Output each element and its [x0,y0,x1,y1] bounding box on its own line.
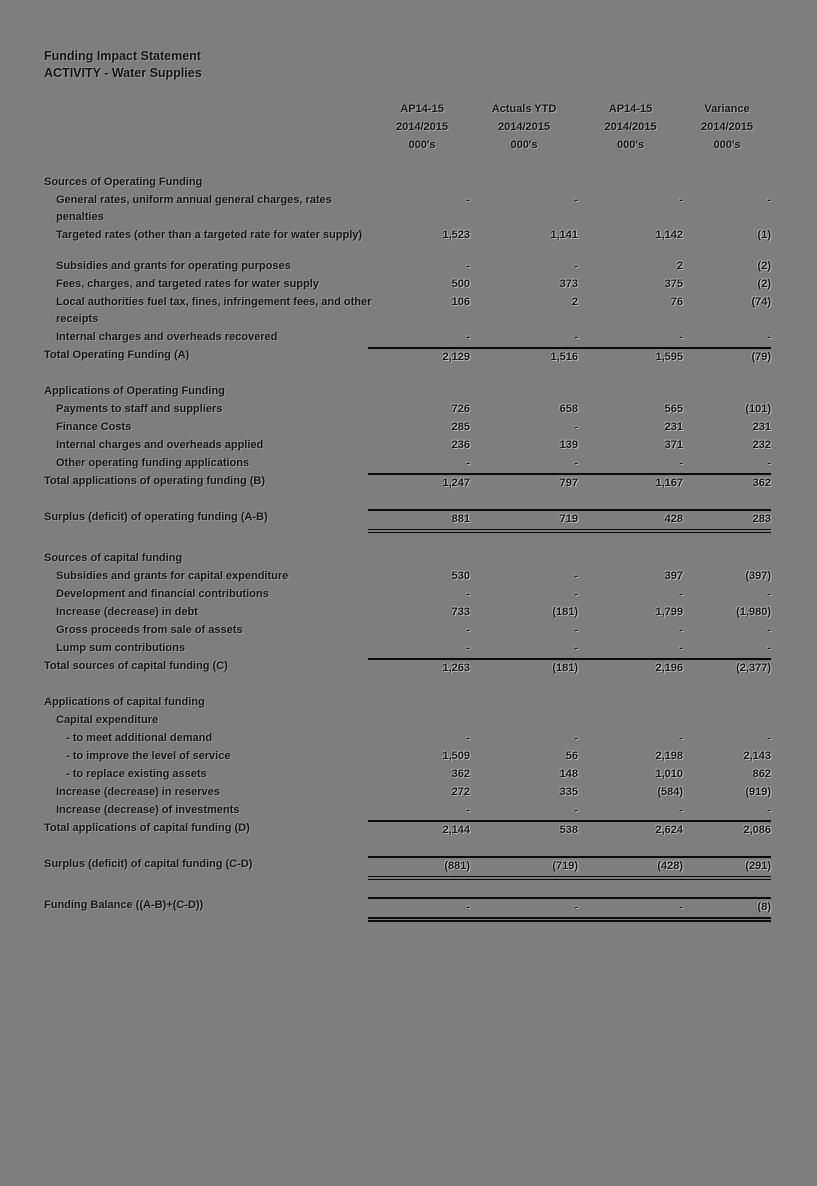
row-label: Applications of capital funding [44,696,205,708]
table-row [44,730,771,747]
table-row [44,294,771,328]
value-cell: 733 [451,606,470,618]
row-values [368,276,771,293]
value-cell: - [466,901,470,913]
value-cell: - [574,570,578,582]
value-cell: 106 [451,296,470,308]
value-cell: (291) [745,860,771,872]
value-cell: - [466,331,470,343]
value-cell: - [679,642,683,654]
value-cell: 232 [752,439,771,451]
value-cell: 862 [752,768,771,780]
row-values [368,419,771,436]
table-row [44,509,771,533]
value-cell: - [574,804,578,816]
row-label: Funding Balance ((A-B)+(C-D)) [44,899,204,911]
row-label: Sources of Operating Funding [44,176,203,188]
table-row [44,586,771,603]
row-values [368,784,771,801]
value-cell: 2 [676,260,683,272]
value-cell: 719 [559,513,578,525]
row-values [368,509,771,533]
value-cell: 658 [559,403,578,415]
value-cell: - [767,588,771,600]
row-spacer [44,367,771,383]
value-cell: 2,129 [442,351,470,363]
value-cell: - [767,804,771,816]
value-cell: - [574,624,578,636]
value-cell: (181) [552,606,578,618]
value-cell: 1,247 [442,477,470,489]
value-cell: - [466,732,470,744]
row-label: Internal charges and overheads applied [56,439,264,451]
value-cell: 373 [559,278,578,290]
column-header-2: AP14-15 2014/2015 000's [604,103,657,151]
row-values [368,227,771,244]
value-cell: (584) [657,786,683,798]
value-cell: (1,980) [736,606,771,618]
value-cell: 362 [451,768,470,780]
value-cell: 2,624 [655,824,683,836]
value-cell: 362 [752,477,771,489]
value-cell: 797 [559,477,578,489]
column-header-0: AP14-15 2014/2015 000's [396,103,448,151]
value-cell: (79) [751,351,771,363]
table-row [44,568,771,585]
row-label: Finance Costs [56,421,132,433]
value-cell: - [679,732,683,744]
row-label: Other operating funding applications [56,457,250,469]
statement-rows [44,174,771,922]
value-cell: 1,595 [655,351,683,363]
row-values [368,604,771,621]
value-cell: 2,086 [743,824,771,836]
row-label: Development and financial contributions [56,588,269,600]
table-row [44,856,771,880]
value-cell: (2,377) [736,662,771,674]
row-values [368,455,771,472]
table-row [44,820,771,839]
row-label: - to improve the level of service [66,750,231,762]
value-cell: 285 [451,421,470,433]
row-label: Subsidies and grants for capital expenditure [56,570,289,582]
value-cell: - [767,732,771,744]
value-cell: 1,799 [655,606,683,618]
value-cell: 335 [559,786,578,798]
table-row [44,258,771,275]
value-cell: - [574,260,578,272]
row-values [368,347,771,366]
value-cell: 1,509 [442,750,470,762]
value-cell: 236 [451,439,470,451]
value-cell: 56 [565,750,578,762]
value-cell: 428 [664,513,683,525]
value-cell: 1,141 [550,229,578,241]
column-headers [374,100,771,154]
value-cell: - [679,457,683,469]
row-label: Payments to staff and suppliers [56,403,223,415]
value-cell: 2,196 [655,662,683,674]
row-spacer [44,840,771,856]
value-cell: - [767,194,771,206]
value-cell: - [574,588,578,600]
value-cell: (74) [751,296,771,308]
table-row [44,748,771,765]
row-values [368,640,771,657]
row-label: Internal charges and overheads recovered [56,331,278,343]
value-cell: 231 [664,421,683,433]
row-label: Increase (decrease) in debt [56,606,198,618]
value-cell: - [466,457,470,469]
row-values [368,748,771,765]
value-cell: - [466,588,470,600]
value-cell: - [466,642,470,654]
value-cell: - [767,624,771,636]
row-label: Fees, charges, and targeted rates for water supply [56,278,319,290]
column-header-1: Actuals YTD 2014/2015 000's [491,103,557,151]
value-cell: - [466,804,470,816]
value-cell: (181) [552,662,578,674]
value-cell: 538 [559,824,578,836]
row-values [368,437,771,454]
value-cell: 1,523 [442,229,470,241]
value-cell: - [574,421,578,433]
value-cell: 530 [451,570,470,582]
value-cell: - [466,260,470,272]
table-row [44,437,771,454]
row-label: Total Operating Funding (A) [44,349,190,361]
value-cell: (8) [757,901,771,913]
value-cell: - [679,901,683,913]
row-values [368,820,771,839]
activity-subtitle: ACTIVITY - Water Supplies [44,66,202,80]
value-cell: - [574,642,578,654]
row-values [368,329,771,346]
row-label: Gross proceeds from sale of assets [56,624,243,636]
value-cell: - [767,457,771,469]
value-cell: - [679,331,683,343]
value-cell: (2) [757,278,771,290]
row-values [368,473,771,492]
row-label: - to replace existing assets [66,768,207,780]
value-cell: 1,010 [655,768,683,780]
row-label: Surplus (deficit) of operating funding (A-B) [44,511,268,523]
value-cell: 2,143 [743,750,771,762]
table-row [44,766,771,783]
row-label: Subsidies and grants for operating purposes [56,260,291,272]
value-cell: 397 [664,570,683,582]
value-cell: 283 [752,513,771,525]
row-label: Capital expenditure [56,714,159,726]
value-cell: 1,263 [442,662,470,674]
row-values [368,802,771,819]
row-values [368,401,771,418]
table-row [44,640,771,657]
value-cell: 375 [664,278,683,290]
row-spacer [44,493,771,509]
row-label: General rates, uniform annual general charges, rates penalties [56,194,332,223]
value-cell: - [574,194,578,206]
value-cell: 231 [752,421,771,433]
value-cell: - [679,194,683,206]
row-label: Increase (decrease) in reserves [56,786,220,798]
value-cell: 565 [664,403,683,415]
row-spacer [44,881,771,897]
row-values [368,766,771,783]
row-values [368,622,771,639]
value-cell: - [574,901,578,913]
table-row [44,473,771,492]
value-cell: 2 [571,296,578,308]
value-cell: 148 [559,768,578,780]
row-label: Local authorities fuel tax, fines, infringement fees, and other receipts [56,296,372,325]
table-row [44,604,771,621]
value-cell: 726 [451,403,470,415]
row-label: Lump sum contributions [56,642,185,654]
value-cell: (1) [757,229,771,241]
value-cell: - [679,804,683,816]
row-values [368,730,771,747]
row-values [368,658,771,677]
label-column-spacer [44,100,374,154]
table-row [44,401,771,418]
table-row [44,658,771,677]
table-row [44,192,771,226]
table-row [44,550,771,567]
row-values [368,856,771,880]
table-row [44,383,771,400]
value-cell: - [466,624,470,636]
value-cell: - [574,457,578,469]
value-cell: (719) [552,860,578,872]
value-cell: 76 [670,296,683,308]
value-cell: - [767,642,771,654]
row-label: Targeted rates (other than a targeted rate for water supply) [56,229,363,241]
value-cell: - [574,331,578,343]
value-cell: (881) [444,860,470,872]
table-row [44,784,771,801]
row-values [368,294,771,311]
value-cell: 881 [451,513,470,525]
value-cell: 500 [451,278,470,290]
row-label: Increase (decrease) of investments [56,804,240,816]
value-cell: 272 [451,786,470,798]
row-values [368,586,771,603]
value-cell: 1,167 [655,477,683,489]
row-label: Applications of Operating Funding [44,385,225,397]
value-cell: 2,198 [655,750,683,762]
value-cell: 2,144 [442,824,470,836]
value-cell: - [679,588,683,600]
row-label: Sources of capital funding [44,552,183,564]
value-cell: - [466,194,470,206]
table-row [44,347,771,366]
table-row [44,419,771,436]
column-header-row [44,100,777,154]
table-row [44,712,771,729]
value-cell: - [574,732,578,744]
value-cell: 139 [559,439,578,451]
row-label: - to meet additional demand [66,732,213,744]
table-row [44,276,771,293]
value-cell: (919) [745,786,771,798]
table-row [44,329,771,346]
table-row [44,174,771,191]
value-cell: - [679,624,683,636]
value-cell: 1,516 [550,351,578,363]
value-cell: (2) [757,260,771,272]
value-cell: (428) [657,860,683,872]
value-cell: - [767,331,771,343]
table-row [44,622,771,639]
row-spacer [44,678,771,694]
table-row [44,802,771,819]
row-label: Total sources of capital funding (C) [44,660,228,672]
table-row [44,227,771,244]
row-values [368,568,771,585]
document-content [44,48,777,923]
row-label: Total applications of operating funding (B) [44,475,265,487]
value-cell: (397) [745,570,771,582]
value-cell: 371 [664,439,683,451]
row-label: Total applications of capital funding (D) [44,822,250,834]
page-title: Funding Impact Statement [44,49,201,63]
value-cell: 1,142 [655,229,683,241]
table-row [44,897,771,922]
row-values [368,897,771,922]
row-values [368,192,771,209]
column-header-3: Variance 2014/2015 000's [701,103,753,151]
row-spacer [44,245,771,258]
row-spacer [44,534,771,550]
table-row [44,455,771,472]
table-row [44,694,771,711]
row-values [368,258,771,275]
row-label: Surplus (deficit) of capital funding (C-D) [44,858,253,870]
value-cell: (101) [745,403,771,415]
